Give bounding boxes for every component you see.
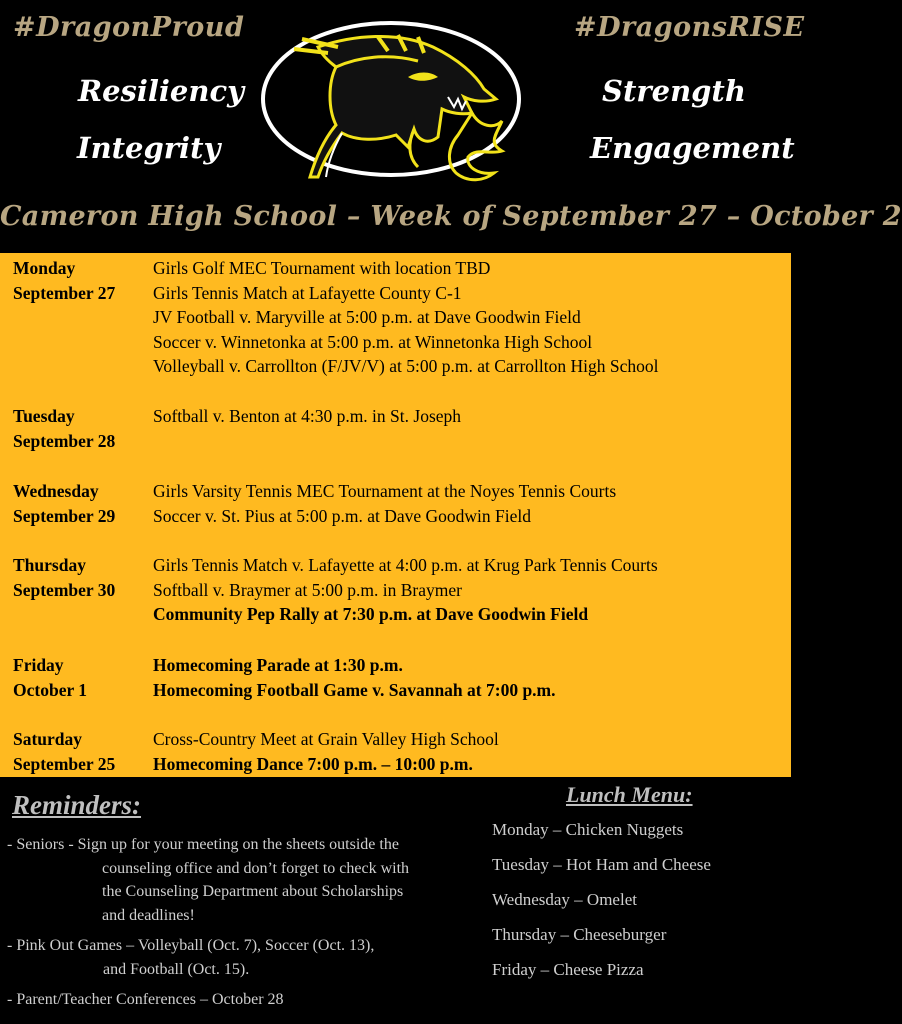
day-name: Friday bbox=[13, 655, 64, 675]
reminders-title: Reminders: bbox=[12, 790, 142, 820]
footer bbox=[0, 777, 791, 1024]
event-item: Softball v. Benton at 4:30 p.m. in St. Joseph bbox=[153, 406, 462, 426]
week-banner: Cameron High School – Week of September 27 – October 2 bbox=[0, 201, 902, 232]
day-label-saturday bbox=[13, 727, 153, 776]
events-tuesday bbox=[153, 404, 783, 429]
reminder-pink-out bbox=[7, 934, 487, 981]
reminder-line: - Seniors - Sign up for your meeting on the sheets outside the bbox=[7, 836, 399, 853]
event-item: Volleyball v. Carrollton (F/JV/V) at 5:00 p.m. at Carrollton High School bbox=[153, 356, 659, 377]
reminder-line: counseling office and don’t forget to check with bbox=[102, 859, 410, 877]
lunch-item-thursday: Thursday – Cheeseburger bbox=[492, 925, 667, 944]
day-label-friday bbox=[13, 653, 153, 702]
lunch-item-wednesday: Wednesday – Omelet bbox=[492, 890, 637, 909]
day-label-tuesday bbox=[13, 404, 153, 453]
day-date: September 27 bbox=[13, 282, 116, 303]
events-monday bbox=[153, 256, 783, 379]
events-thursday bbox=[153, 553, 783, 627]
day-date: September 25 bbox=[13, 753, 116, 774]
reminder-line: and Football (Oct. 15). bbox=[103, 960, 250, 978]
lunch-item-tuesday: Tuesday – Hot Ham and Cheese bbox=[492, 855, 711, 874]
event-item: JV Football v. Maryville at 5:00 p.m. at Dave Goodwin Field bbox=[153, 307, 581, 328]
reminder-line: and deadlines! bbox=[102, 906, 195, 924]
value-strength: Strength bbox=[602, 74, 746, 108]
reminder-line: - Parent/Teacher Conferences – October 28 bbox=[7, 991, 284, 1008]
day-name: Thursday bbox=[13, 555, 86, 575]
value-integrity: Integrity bbox=[77, 131, 221, 165]
value-resiliency: Resiliency bbox=[78, 74, 244, 108]
event-item: Girls Tennis Match at Lafayette County C-1 bbox=[153, 282, 462, 303]
day-label-monday bbox=[13, 256, 153, 305]
day-date: September 28 bbox=[13, 430, 116, 451]
events-friday bbox=[153, 653, 783, 702]
event-item-highlight: Homecoming Dance 7:00 p.m. – 10:00 p.m. bbox=[153, 753, 473, 774]
day-label-wednesday bbox=[13, 479, 153, 528]
value-engagement: Engagement bbox=[590, 131, 795, 165]
day-date: September 30 bbox=[13, 579, 116, 600]
lunch-item-monday: Monday – Chicken Nuggets bbox=[492, 820, 684, 839]
events-wednesday bbox=[153, 479, 783, 528]
event-item: Girls Varsity Tennis MEC Tournament at the Noyes Tennis Courts bbox=[153, 481, 617, 501]
weekly-schedule bbox=[0, 253, 791, 777]
hashtag-dragon-proud: #DragonProud bbox=[13, 12, 245, 43]
dragon-logo-icon bbox=[258, 17, 526, 195]
event-item: Softball v. Braymer at 5:00 p.m. in Braymer bbox=[153, 579, 462, 600]
reminder-seniors bbox=[7, 833, 487, 927]
day-name: Saturday bbox=[13, 729, 83, 749]
event-item-highlight: Homecoming Parade at 1:30 p.m. bbox=[153, 655, 403, 675]
event-item-highlight: Homecoming Football Game v. Savannah at 7:00 p.m. bbox=[153, 679, 556, 700]
hashtag-dragons-rise: #DragonsRISE bbox=[574, 12, 805, 43]
event-item: Girls Tennis Match v. Lafayette at 4:00 p.m. at Krug Park Tennis Courts bbox=[153, 555, 658, 575]
event-item: Soccer v. Winnetonka at 5:00 p.m. at Winnetonka High School bbox=[153, 331, 593, 352]
event-item: Cross-Country Meet at Grain Valley High School bbox=[153, 729, 499, 749]
day-date: September 29 bbox=[13, 505, 116, 526]
event-item: Soccer v. St. Pius at 5:00 p.m. at Dave Goodwin Field bbox=[153, 505, 531, 526]
header bbox=[0, 0, 902, 253]
event-item-highlight: Community Pep Rally at 7:30 p.m. at Dave Goodwin Field bbox=[153, 604, 589, 625]
day-name: Monday bbox=[13, 258, 76, 278]
lunch-menu-title: Lunch Menu: bbox=[566, 782, 693, 807]
lunch-item-friday: Friday – Cheese Pizza bbox=[492, 960, 644, 979]
reminder-line: the Counseling Department about Scholarships bbox=[102, 883, 404, 900]
reminder-line: - Pink Out Games – Volleyball (Oct. 7), Soccer (Oct. 13), bbox=[7, 937, 375, 954]
day-name: Wednesday bbox=[13, 481, 99, 501]
day-name: Tuesday bbox=[13, 406, 75, 426]
day-date: October 1 bbox=[13, 679, 88, 700]
event-item: Girls Golf MEC Tournament with location TBD bbox=[153, 258, 491, 278]
reminder-conferences bbox=[7, 988, 487, 1012]
day-label-thursday bbox=[13, 553, 153, 602]
events-saturday bbox=[153, 727, 783, 776]
